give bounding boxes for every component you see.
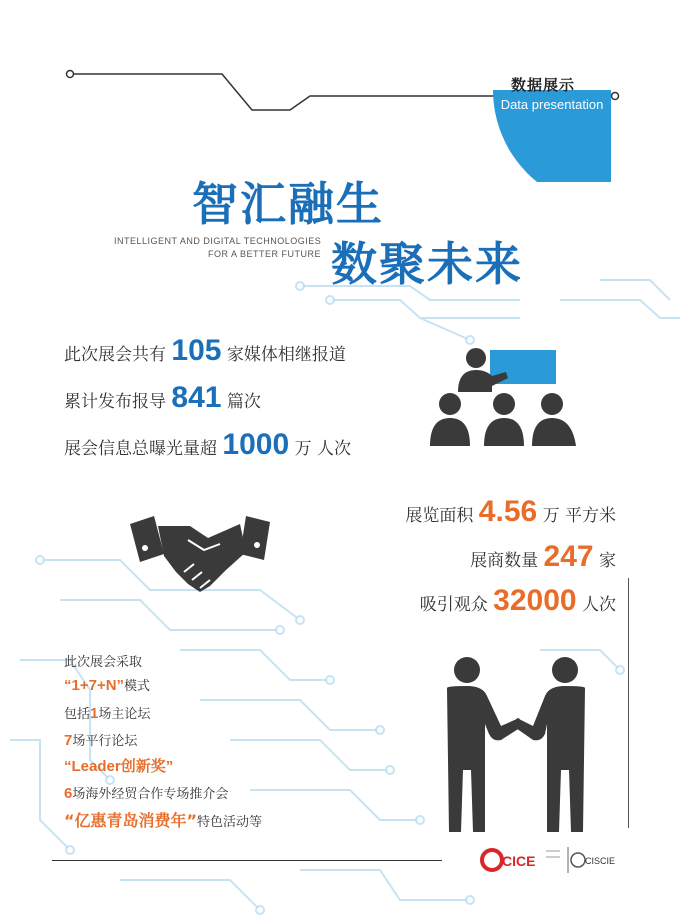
overseas-suffix: 场海外经贸合作专场推介会 <box>72 787 229 802</box>
divider-vertical <box>628 578 629 828</box>
stat-prefix: 展商数量 <box>470 551 539 571</box>
main-value: 1 <box>90 705 99 722</box>
stat-suffix: 万 人次 <box>294 439 351 459</box>
stat-prefix: 累计发布报导 <box>64 392 166 412</box>
stat-value: 1000 <box>222 428 290 461</box>
main-prefix: 包括 <box>64 707 91 722</box>
main-suffix: 场主论坛 <box>98 707 151 722</box>
headline-line-2: 数聚未来 <box>331 237 523 291</box>
business-handshake-icon <box>435 656 600 834</box>
stat-value: 247 <box>543 540 594 573</box>
stat-value: 841 <box>171 381 222 414</box>
activity-consumer <box>64 808 262 831</box>
stat-prefix: 此次展会共有 <box>64 345 166 365</box>
consumer-name: “亿惠青岛消费年” <box>64 811 198 830</box>
activity-parallel-forum <box>64 730 137 749</box>
mode-value: “1+7+N” <box>64 677 125 694</box>
stat-suffix: 人次 <box>582 595 616 615</box>
media-stat-row <box>64 428 351 462</box>
stat-value: 105 <box>171 334 222 367</box>
svg-text:CICE: CICE <box>502 853 536 869</box>
badge-subtitle: Data presentation <box>500 97 604 112</box>
headline-line-1: 智汇融生 <box>192 177 384 231</box>
stat-prefix: 吸引观众 <box>419 595 488 615</box>
activity-overseas <box>64 783 228 802</box>
activity-mode <box>64 675 150 694</box>
stat-value: 32000 <box>493 584 577 617</box>
activity-main-forum <box>64 703 150 722</box>
stat-prefix: 展会信息总曝光量超 <box>64 439 217 459</box>
activity-intro: 此次展会采取 <box>64 655 143 670</box>
consumer-suffix: 特色活动等 <box>197 815 263 830</box>
presentation-icon <box>428 346 578 448</box>
stat-value: 4.56 <box>478 495 538 528</box>
exhibition-stat-row <box>470 540 616 574</box>
svg-text:CISCIE: CISCIE <box>585 856 616 866</box>
parallel-value: 7 <box>64 732 73 749</box>
media-stat-row <box>64 381 261 415</box>
mode-suffix: 模式 <box>124 679 151 694</box>
stat-prefix: 展览面积 <box>405 506 474 526</box>
divider-horizontal <box>52 860 442 861</box>
badge-title: 数据展示 <box>511 76 576 94</box>
headline-english-2: FOR A BETTER FUTURE <box>208 249 322 259</box>
stat-suffix: 万 平方米 <box>542 506 616 526</box>
exhibition-stat-row <box>420 584 616 618</box>
overseas-value: 6 <box>64 785 73 802</box>
organizer-logos <box>480 845 630 875</box>
activity-award <box>64 755 173 776</box>
headline-english-1: INTELLIGENT AND DIGITAL TECHNOLOGIES <box>114 236 322 246</box>
stat-suffix: 家媒体相继报道 <box>226 345 346 365</box>
media-stat-row <box>64 334 346 368</box>
exhibition-stat-row <box>405 495 616 529</box>
handshake-icon <box>128 510 276 602</box>
stat-suffix: 篇次 <box>226 392 261 412</box>
award-name: “Leader创新奖” <box>64 758 174 775</box>
parallel-suffix: 场平行论坛 <box>72 734 138 749</box>
stat-suffix: 家 <box>599 551 616 571</box>
